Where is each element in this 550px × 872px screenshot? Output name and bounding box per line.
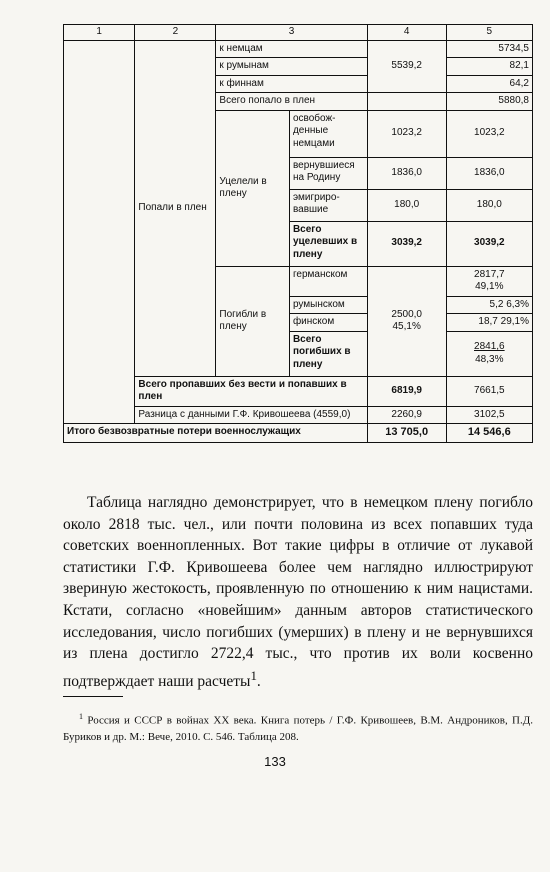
header-cell: 3: [216, 25, 367, 41]
header-cell: 5: [446, 25, 532, 41]
footnote-text: Россия и СССР в войнах XX века. Книга потерь / Г.Ф. Кривошеев, В.М. Андроников, П.Д. Буриков и др. М.: Вече, 2010. С. 546. Таблица 208.: [63, 714, 533, 743]
empty-cell: [64, 40, 135, 424]
value-cell: 13 705,0: [367, 424, 446, 443]
value-cell: [446, 266, 532, 296]
losses-table: [63, 24, 533, 443]
value-cell: 5734,5: [446, 40, 532, 58]
value-cell: 180,0: [446, 189, 532, 221]
table-header-row: [64, 25, 533, 41]
footnote-mark: 1: [79, 712, 83, 721]
value-cell: 1836,0: [367, 157, 446, 189]
value-line: 2841,6: [474, 341, 505, 352]
empty-cell: [367, 93, 446, 111]
row-label: Итого безвозвратные потери военнослужащих: [64, 424, 368, 443]
row-label: к немцам: [216, 40, 367, 58]
value-cell: 5880,8: [446, 93, 532, 111]
row-label: Всего попало в плен: [216, 93, 367, 111]
value-cell: 3039,2: [446, 221, 532, 266]
value-line: 45,1%: [392, 321, 421, 332]
row-label: Всего уцелевших в плену: [289, 221, 367, 266]
row-label: финском: [289, 314, 367, 332]
row-label: Всего пропавших без вести и попавших в плен: [135, 376, 367, 406]
value-line: 49,1%: [475, 281, 504, 292]
row-label: к румынам: [216, 58, 367, 76]
value-cell: 5,2 6,3%: [446, 296, 532, 314]
row-label: румынском: [289, 296, 367, 314]
value-cell: 1023,2: [367, 110, 446, 157]
value-cell: 1023,2: [446, 110, 532, 157]
value-cell: 18,7 29,1%: [446, 314, 532, 332]
footnote-ref: 1: [250, 667, 257, 683]
group-survived: Уцелели в плену: [216, 110, 290, 266]
group-died: Погибли в плену: [216, 266, 290, 376]
row-label: Разница с данными Г.Ф. Кривошеева (4559,0): [135, 406, 367, 424]
row-label: вернувшиеся на Родину: [289, 157, 367, 189]
died-total-cell: [367, 266, 446, 376]
value-cell: 1836,0: [446, 157, 532, 189]
value-cell: 180,0: [367, 189, 446, 221]
row-label: Всего погибших в плену: [289, 331, 367, 376]
value-cell: 2260,9: [367, 406, 446, 424]
value-cell: 14 546,6: [446, 424, 532, 443]
footnote: [63, 709, 533, 745]
value-cell: 82,1: [446, 58, 532, 76]
value-line: 48,3%: [475, 353, 504, 365]
header-cell: 4: [367, 25, 446, 41]
page-number: 133: [264, 754, 286, 769]
value-cell: [446, 331, 532, 376]
header-cell: 1: [64, 25, 135, 41]
header-cell: 2: [135, 25, 216, 41]
table-row: [64, 40, 533, 58]
captured-total-cell: 5539,2: [367, 40, 446, 93]
value-cell: 3102,5: [446, 406, 532, 424]
row-label: эмигриро-вавшие: [289, 189, 367, 221]
value-cell: 64,2: [446, 75, 532, 93]
footnote-divider: [63, 696, 123, 697]
table-row: [64, 424, 533, 443]
value-cell: 7661,5: [446, 376, 532, 406]
value-line: 2500,0: [391, 308, 422, 320]
value-cell: 3039,2: [367, 221, 446, 266]
row-label: к финнам: [216, 75, 367, 93]
group-captured: Попали в плен: [135, 40, 216, 376]
body-paragraph: Таблица наглядно демонстрирует, что в немецком плену погибло около 2818 тыс. чел., или почти половина из всех попавших туда советских военнопленных. Вот такие цифры в отличие от лукавой статистики Г.Ф. Кривошеева более чем наглядно иллюстрируют звериную жестокость, проявленную по отношению к ним нацистами. Кстати, согласно «новейшим» данным авторов статистического исследования, число погибших (умерших) в плену и не вернувшихся из плена достигло 2722,4 тыс., что против их воли косвенно подтверждает наши расчеты$^1$.: [63, 494, 533, 690]
value-cell: 6819,9: [367, 376, 446, 406]
row-label: освобож-денные немцами: [289, 110, 367, 157]
row-label: германском: [289, 266, 367, 296]
value-line: 2817,7: [474, 268, 505, 280]
paragraph-text: Таблица наглядно демонстрирует, что в немецком плену погибло около 2818 тыс. чел., или почти половина из всех попавших туда советских военнопленных. Вот такие цифры в отличие от лукавой статистики Г.Ф. Кривошеева более чем наглядно иллюстрируют звериную жестокость, проявленную по отношению к ним нацистами. Кстати, согласно «новейшим» данным авторов статистического исследования, число погибших (умерших) в плену и не вернувшихся из плена достигло 2722,4 тыс., что против их воли косвенно подтверждает наши расчеты: [63, 494, 533, 690]
